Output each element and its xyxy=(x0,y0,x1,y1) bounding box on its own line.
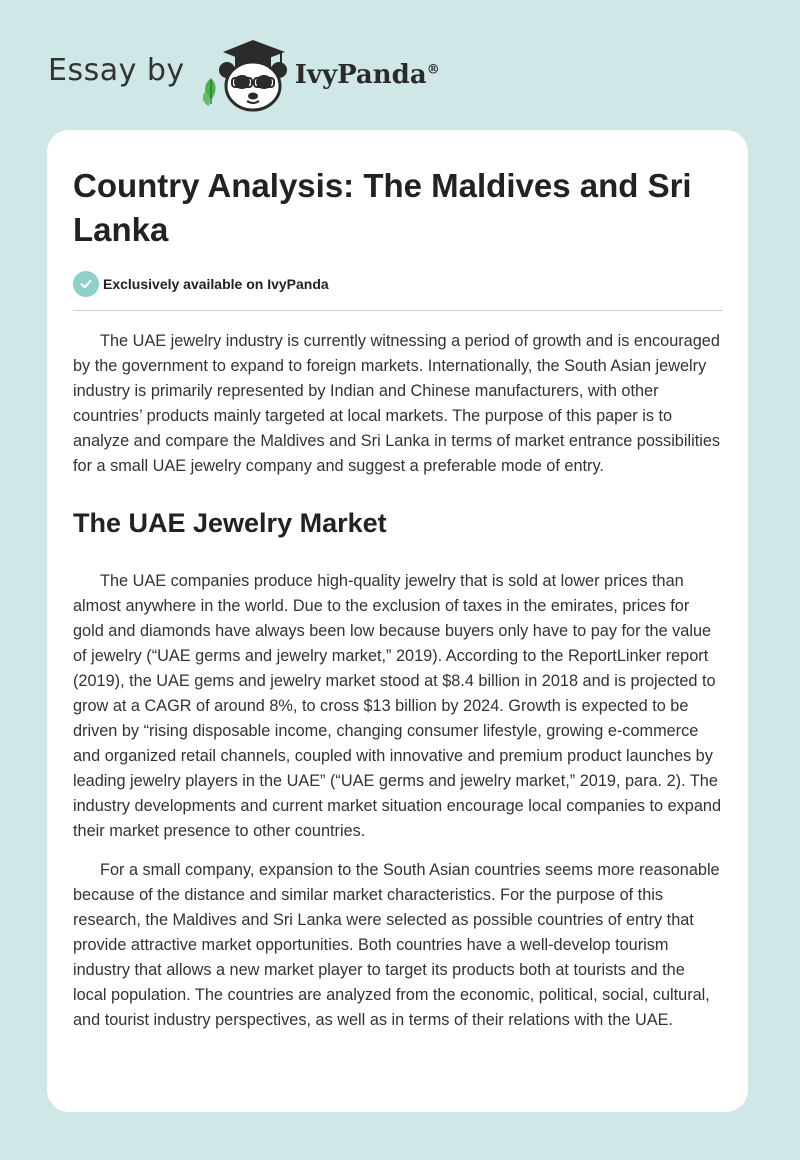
exclusive-badge-label: Exclusively available on IvyPanda xyxy=(103,276,329,292)
ivypanda-logo-icon[interactable] xyxy=(201,34,293,114)
essay-card xyxy=(47,130,748,1112)
paragraph-market: The UAE companies produce high-quality jewelry that is sold at lower prices than almost anywhere in the world. Due to the exclusion of taxes in the emirates, prices for gold and diamonds have always been low because buyers only have to pay for the value of jewelry (“UAE germs and jewelry market,” 2019). According to the ReportLinker report (2019), the UAE gems and jewelry market stood at $8.4 billion in 2018 and is projected to grow at a CAGR of around 8%, to cross $13 billion by 2024. Growth is expected to be driven by “rising disposable income, changing consumer lifestyle, growing e-commerce and organized retail channels, coupled with innovative and premium product launches by leading jewelry players in the UAE” (“UAE germs and jewelry market,” 2019, para. 2). The industry developments and current market situation encourage local companies to expand their market presence to other countries. xyxy=(73,572,722,840)
paragraph-expansion: For a small company, expansion to the South Asian countries seems more reasonable because of the distance and similar market characteristics. For the purpose of this research, the Maldives and Sri Lanka were selected as possible countries of entry that provide attractive market opportunities. Both countries have a well-develop tourism industry that allows a new market player to target its products both at tourists and the local population. The countries are analyzed from the economic, political, social, cultural, and tourist industry perspectives, as well as in terms of their relations with the UAE. xyxy=(73,861,720,1029)
divider xyxy=(73,310,722,311)
section-heading: The UAE Jewelry Market xyxy=(73,508,387,538)
essay-by-label: Essay by xyxy=(48,52,185,88)
site-header xyxy=(48,34,440,114)
paragraph-intro: The UAE jewelry industry is currently witnessing a period of growth and is encouraged by the government to expand to foreign markets. Internationally, the South Asian jewelry industry is primarily represented by Indian and Chinese manufacturers, with other countries’ products mainly targeted at local markets. The purpose of this paper is to analyze and compare the Maldives and Sri Lanka in terms of market entrance possibilities for a small UAE jewelry company and suggest a preferable mode of entry. xyxy=(73,332,721,475)
check-circle-icon xyxy=(73,271,99,297)
brand-name[interactable]: IvyPanda® xyxy=(294,60,440,90)
page-title: Country Analysis: The Maldives and Sri Lanka xyxy=(73,167,692,248)
exclusive-badge xyxy=(73,270,722,298)
